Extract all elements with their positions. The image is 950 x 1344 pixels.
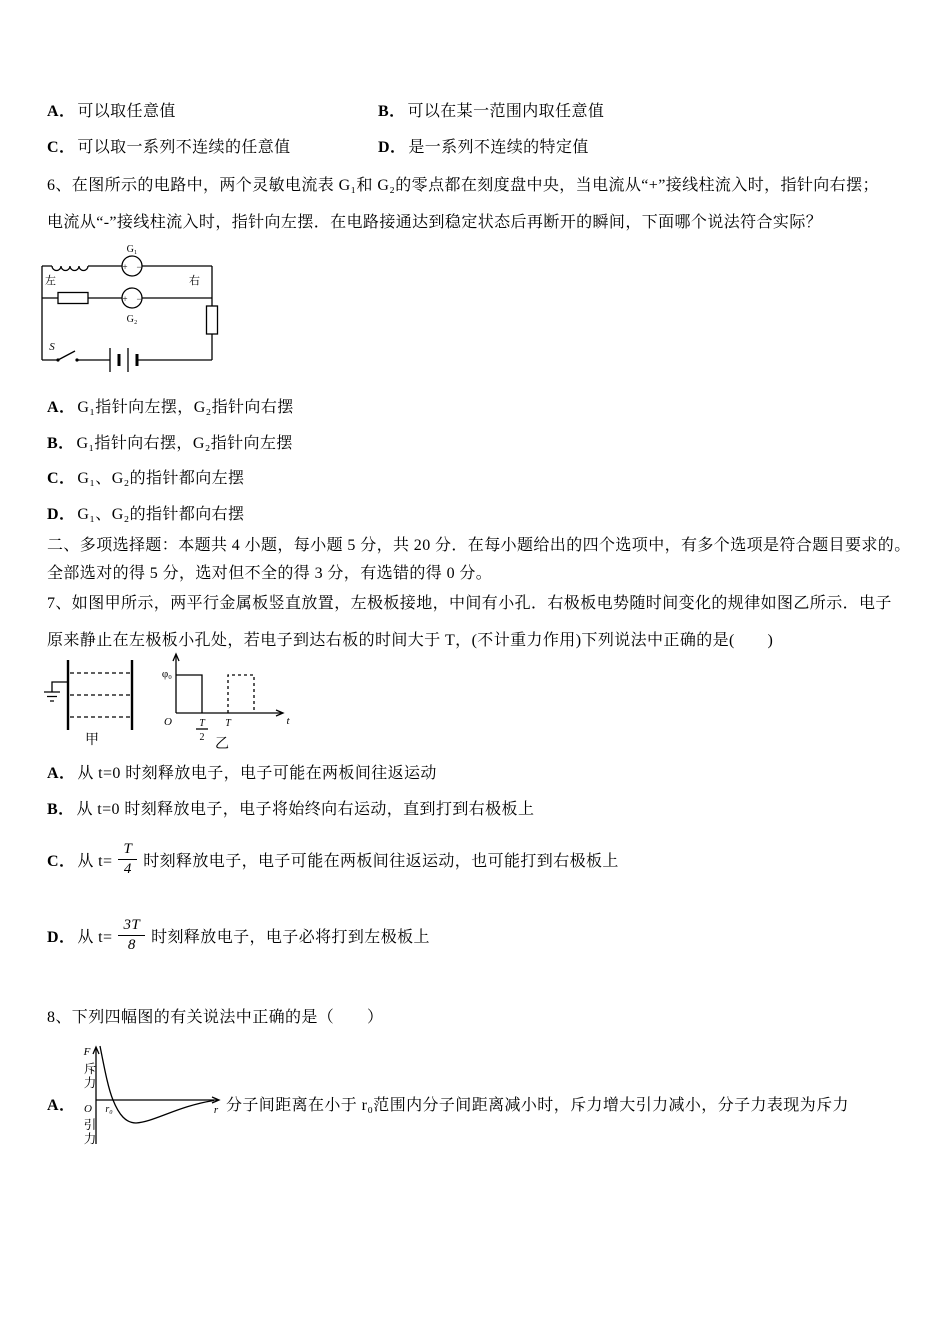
circuit-left-label: 左 [45, 275, 56, 287]
force-curve [100, 1046, 214, 1123]
f-axis-label: F [83, 1046, 91, 1058]
q7-option-d-fraction-den: 8 [127, 936, 136, 953]
g1-plus-terminal: + [122, 262, 128, 272]
switch-blade-icon [58, 351, 75, 360]
t-half-denominator: 2 [199, 732, 205, 743]
q7-option-d [47, 916, 430, 955]
repel-force-label: 斥力 [83, 1062, 97, 1091]
q6-option-d [47, 505, 244, 526]
g2-label: G₂ [126, 314, 138, 325]
q6-option-c-letter: C． [47, 470, 76, 487]
switch-contact-right [75, 358, 78, 361]
g1-minus-terminal: − [136, 262, 142, 272]
q7-option-d-fraction [118, 916, 145, 955]
q5-option-d-text: 是一系列不连续的特定值 [408, 139, 589, 156]
q7-option-c-fraction-num: T [118, 840, 137, 860]
q7-option-b [47, 800, 534, 821]
q7-option-b-letter: B． [47, 801, 75, 818]
r-axis-label: r [213, 1104, 219, 1116]
q5-option-a-text: 可以取任意值 [77, 103, 176, 120]
waveform-second-pulse [228, 675, 254, 713]
q6-option-d-letter: D． [47, 506, 76, 523]
q6-option-b-text: G₁指针向右摆，G₂指针向左摆 [76, 435, 293, 452]
q6-option-a [47, 398, 294, 419]
ground-symbol-icon [44, 682, 68, 701]
q6-option-a-text: G₁指针向左摆，G₂指针向右摆 [77, 399, 294, 416]
q6-option-b [47, 434, 293, 455]
q7-figure-jia [36, 652, 156, 747]
waveform-first-pulse [176, 675, 202, 713]
q7-option-c-post: 时刻释放电子，电子可能在两板间往返运动，也可能打到右极板上 [143, 852, 619, 870]
q6-option-c [47, 469, 244, 490]
q7-option-a [47, 764, 437, 785]
q8-stem: 8、下列四幅图的有关说法中正确的是（ ） [47, 1009, 384, 1026]
q5-option-d [378, 138, 589, 159]
circuit-right-label: 右 [189, 275, 200, 287]
figure-yi-label: 乙 [215, 737, 229, 750]
origin-label: O [164, 716, 172, 728]
q7-option-d-pre: 从 t= [77, 928, 113, 946]
q6-stem-line2: 电流从“-”接线柱流入时，指针向左摆．在电路接通达到稳定状态后再断开的瞬间，下面哪个说法符合实际？ [47, 214, 823, 231]
q6-option-c-text: G₁、G₂的指针都向左摆 [77, 470, 245, 487]
q7-figure-yi [152, 645, 297, 750]
q8-option-a-text: 分子间距离在小于 r₀范围内分子间距离减小时，斥力增大引力减小，分子力表现为斥力 [226, 1097, 849, 1114]
t-half-numerator: T [199, 718, 205, 729]
q6-option-d-text: G₁、G₂的指针都向右摆 [77, 506, 245, 523]
q7-option-d-post: 时刻释放电子，电子必将打到左极板上 [151, 928, 430, 946]
q5-option-c-text: 可以取一系列不连续的任意值 [77, 139, 291, 156]
q5-option-b-text: 可以在某一范围内取任意值 [407, 103, 605, 120]
q7-option-a-text: 从 t=0 时刻释放电子，电子可能在两板间往返运动 [77, 765, 437, 782]
g2-plus-terminal: + [122, 294, 128, 304]
q7-option-d-letter: D． [47, 928, 76, 946]
switch-contact-left [56, 358, 59, 361]
field-dashed-lines [70, 673, 130, 717]
resistor-middle-icon [58, 293, 88, 304]
r0-label: r₀ [105, 1104, 113, 1115]
attract-force-label: 引力 [83, 1118, 97, 1147]
g2-minus-terminal: − [136, 294, 142, 304]
t-axis-label: t [286, 715, 290, 727]
q7-option-c-letter: C． [47, 852, 76, 870]
phi0-label: φ₀ [161, 668, 172, 680]
q6-option-a-letter: A． [47, 399, 76, 416]
q7-stem-line2: 原来静止在左极板小孔处，若电子到达右板的时间大于 T，(不计重力作用)下列说法中正确的是( ) [47, 632, 774, 649]
resistor-right-icon [207, 306, 218, 334]
q7-option-d-fraction-num: 3T [118, 916, 145, 936]
q7-stem-line1: 7、如图甲所示，两平行金属板竖直放置，左极板接地，中间有小孔．右极板电势随时间变化的规律如图乙所示．电子 [47, 595, 892, 612]
q6-option-b-letter: B． [47, 435, 75, 452]
q7-option-c-fraction [118, 840, 137, 879]
g1-label: G₁ [126, 244, 138, 255]
period-label: T [225, 718, 231, 729]
q7-option-b-text: 从 t=0 时刻释放电子，电子将始终向右运动，直到打到右极板上 [76, 801, 535, 818]
figure-jia-label: 甲 [85, 733, 99, 747]
q5-option-b-letter: B． [378, 103, 406, 120]
q5-option-b [378, 102, 604, 123]
q5-option-c-letter: C． [47, 139, 76, 156]
q5-option-a [47, 102, 176, 123]
graph-origin-label: O [84, 1103, 92, 1115]
q8-option-a-letter-wrap [47, 1096, 77, 1117]
switch-label: S [49, 341, 55, 353]
q7-option-c [47, 840, 619, 879]
q6-stem-line1: 6、在图所示的电路中，两个灵敏电流表 G₁和 G₂的零点都在刻度盘中央，当电流从“+”接线柱流入时，指针向右摆； [47, 177, 879, 194]
q5-option-d-letter: D． [378, 139, 407, 156]
section2-header-line1: 二、多项选择题：本题共 4 小题，每小题 5 分，共 20 分．在每小题给出的四个选项中，有多个选项是符合题目要求的。 [47, 537, 911, 554]
q5-option-c [47, 138, 291, 159]
q7-option-c-pre: 从 t= [77, 852, 113, 870]
q8-option-a-letter: A． [47, 1097, 76, 1114]
q7-option-c-fraction-den: 4 [123, 860, 132, 877]
q6-circuit-diagram [28, 242, 228, 377]
q5-option-a-letter: A． [47, 103, 76, 120]
section2-header-line2: 全部选对的得 5 分，选对但不全的得 3 分，有选错的得 0 分。 [47, 565, 493, 582]
q7-option-a-letter: A． [47, 765, 76, 782]
